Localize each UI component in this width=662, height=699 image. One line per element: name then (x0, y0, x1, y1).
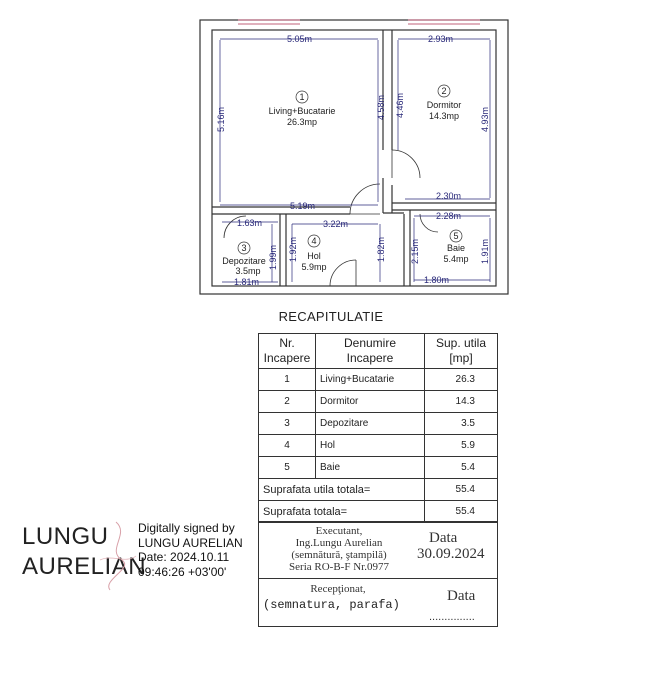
header-name (316, 334, 425, 369)
dim-label: 5.05m (287, 34, 313, 44)
cell-name: Depozitare (316, 413, 425, 435)
dim-label: 1.91m (480, 238, 490, 264)
cell-area: 5.4 (425, 457, 498, 479)
signature-info-line: 09:46:26 +03'00' (138, 564, 227, 579)
table-row (259, 413, 498, 435)
dim-label: 5.16m (216, 106, 226, 132)
cell-area: 5.9 (425, 435, 498, 457)
dim-label: 4.58m (376, 94, 386, 120)
cell-name: Living+Bucatarie (316, 369, 425, 391)
cell-nr: 2 (259, 391, 316, 413)
table-header-row (259, 334, 498, 369)
dim-label: 2.93m (428, 34, 454, 44)
signature-info-line: LUNGU AURELIAN (138, 535, 243, 550)
dim-label: 1.99m (268, 244, 278, 270)
cell-name: Dormitor (316, 391, 425, 413)
dim-label: 1.80m (424, 275, 450, 285)
executant-line: Seria RO-B-F Nr.0977 (289, 561, 389, 573)
cell-nr: 1 (259, 369, 316, 391)
table-row (259, 369, 498, 391)
room-name: Living+Bucatarie (268, 106, 336, 116)
table-row (259, 391, 498, 413)
room-number: 2 (441, 86, 447, 96)
dim-label: 1.82m (376, 236, 386, 262)
room-area: 26.3mp (286, 117, 318, 127)
total-value: 55.4 (425, 501, 498, 523)
room-area: 5.9mp (301, 262, 327, 272)
cell-area: 14.3 (425, 391, 498, 413)
cell-name: Hol (316, 435, 425, 457)
executant-line: Executant, (315, 525, 363, 537)
table-row (259, 435, 498, 457)
cell-area: 26.3 (425, 369, 498, 391)
room-area: 3.5mp (235, 266, 261, 276)
room-number: 5 (453, 231, 459, 241)
dim-label: 5.19m (290, 201, 316, 211)
dim-label: 3.22m (323, 219, 349, 229)
receptionat-line: (semnatura, parafa) (263, 598, 400, 612)
header-text: [mp] (449, 351, 473, 365)
signer-name-line: LUNGU (22, 523, 109, 550)
executant-data-label: Data (429, 530, 458, 546)
dim-label: 4.46m (395, 92, 405, 118)
executant-box (258, 521, 498, 579)
dim-label: 1.63m (237, 218, 263, 228)
cell-nr: 4 (259, 435, 316, 457)
receptionat-line: Recepţionat, (310, 583, 366, 595)
total-utila-label: Suprafata utila totala= (259, 479, 425, 501)
header-text: Incapere (346, 351, 394, 365)
table-row (259, 457, 498, 479)
receptionat-data-label: Data (447, 588, 476, 604)
room-area: 14.3mp (428, 111, 460, 121)
cell-area: 3.5 (425, 413, 498, 435)
header-text: Nr. (279, 336, 295, 350)
header-area (425, 334, 498, 369)
dim-label: 4.93m (480, 106, 490, 132)
recap-table (258, 333, 498, 523)
room-number: 4 (311, 236, 317, 246)
header-text: Denumire (343, 336, 397, 350)
receptionat-data-dots: ............... (429, 611, 475, 623)
total-row (259, 501, 498, 523)
signer-name-line: AURELIAN (22, 553, 147, 580)
handwritten-signature-icon (96, 520, 142, 592)
room-name: Baie (446, 243, 466, 253)
floor-plan (0, 0, 662, 300)
room-number: 3 (241, 243, 247, 253)
cell-name: Baie (316, 457, 425, 479)
room-name: Dormitor (426, 100, 462, 110)
room-number: 1 (299, 92, 305, 102)
dim-label: 2.15m (410, 238, 420, 264)
executant-data-value: 30.09.2024 (417, 546, 485, 562)
header-text: Incapere (263, 351, 311, 365)
header-nr (259, 334, 316, 369)
dim-label: 2.30m (436, 191, 462, 201)
dim-label: 2.28m (436, 211, 462, 221)
total-utila-row (259, 479, 498, 501)
executant-line: Ing.Lungu Aurelian (295, 537, 383, 549)
total-utila-value: 55.4 (425, 479, 498, 501)
header-text: Sup. utila (435, 336, 487, 350)
cell-nr: 5 (259, 457, 316, 479)
dim-label: 1.81m (234, 277, 260, 287)
recap-title: RECAPITULATIE (278, 309, 384, 324)
signature-info (138, 521, 243, 579)
executant-lines (259, 525, 419, 573)
room-area: 5.4mp (443, 254, 469, 264)
room-name: Depozitare (222, 256, 266, 266)
room-name: Hol (307, 251, 321, 261)
receptionat-box (258, 578, 498, 627)
signature-info-line: Date: 2024.10.11 (138, 550, 230, 564)
signature-info-line: Digitally signed by (138, 521, 235, 535)
dim-label: 1.92m (288, 236, 298, 262)
executant-line: (semnătură, ştampilă) (291, 549, 387, 561)
cell-nr: 3 (259, 413, 316, 435)
total-label: Suprafata totala= (259, 501, 425, 523)
